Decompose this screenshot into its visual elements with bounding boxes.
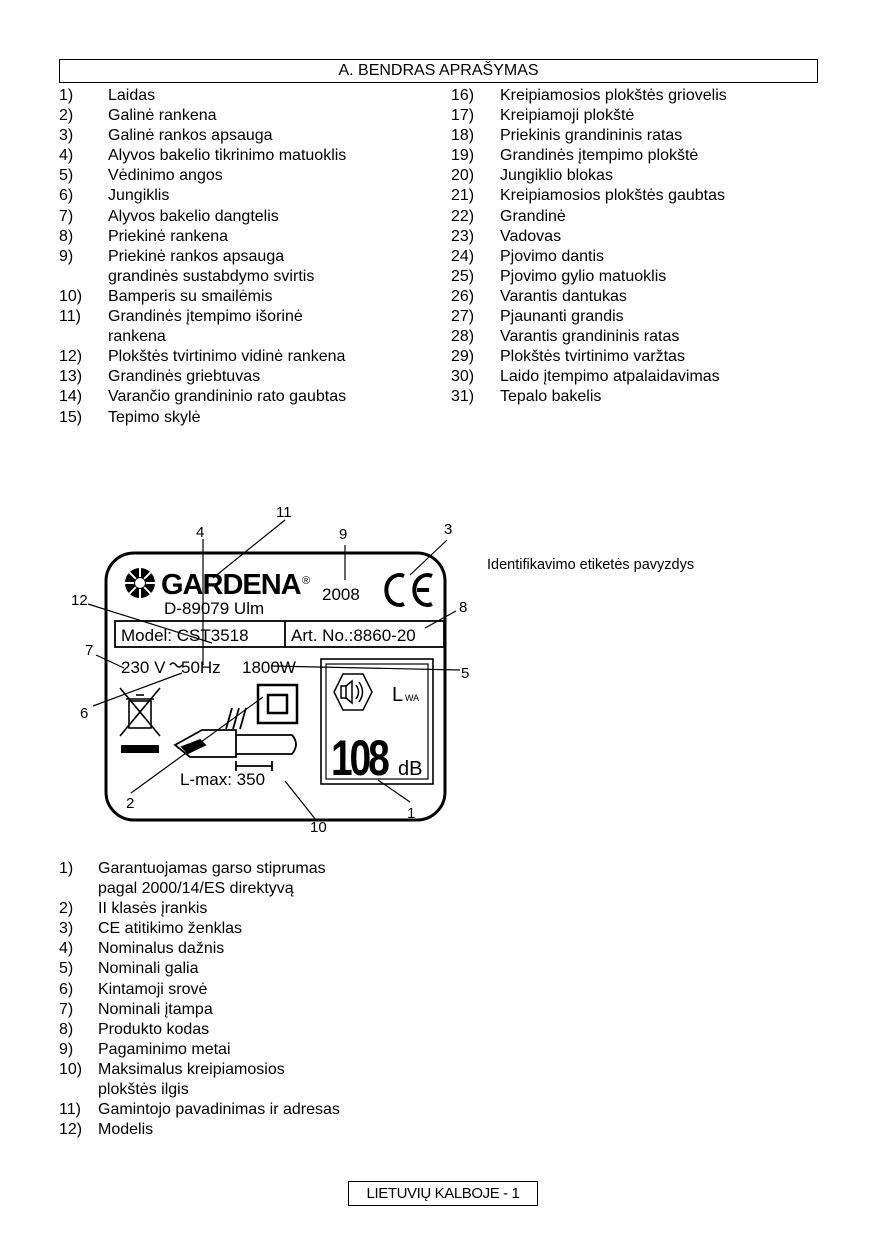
sound-value: 108 [330,729,387,787]
list-item-text: Pjovimo gylio matuoklis [500,267,667,285]
lwa-sub: WA [405,693,420,703]
list-item-number: 12) [59,1121,83,1139]
list-item-number: 1) [59,860,74,877]
callout-7: 7 [85,642,94,659]
list-item-text: Nominali galia [98,960,199,978]
list-item [59,859,459,899]
callout-3: 3 [444,521,453,538]
list-item-text: Kreipiamosios plokštės griovelis [500,87,727,104]
list-item-text: Priekinė rankena [108,227,229,245]
list-item-text: Plokštės tvirtinimo varžtas [500,348,685,366]
list-item-text: Grandinės įtempimo išorinė [108,308,303,326]
list-item-number: 11) [59,1101,81,1119]
art-no-text: Art. No.:8860-20 [291,626,416,645]
list-item-number: 27) [451,308,475,326]
list-item-text: Priekinis grandininis ratas [500,127,683,145]
list-item-number: 4) [59,147,74,165]
frequency-text: 50Hz [181,658,221,677]
list-item-number: 26) [451,287,475,305]
list-item-number: 15) [59,408,83,426]
callout-2: 2 [126,795,135,812]
list-item-text: rankena [108,328,166,346]
list-item-text: Nominali įtampa [98,1000,213,1018]
list-item-number: 6) [59,980,74,998]
list-item-text: Kintamoji srovė [98,980,208,998]
callout-10: 10 [310,819,327,836]
page-footer: LIETUVIŲ KALBOJE - 1 [348,1181,538,1206]
list-item-text: II klasės įrankis [98,900,208,918]
list-item-text: Plokštės tvirtinimo vidinė rankena [108,348,346,366]
list-item-number: 6) [59,187,74,205]
class-ii-outer-square-icon [258,685,297,723]
registered-mark: ® [302,575,311,587]
list-item-text: CE atitikimo ženklas [98,920,243,938]
list-item-text: Nominalus dažnis [98,940,225,958]
list-item-number: 1) [59,87,74,104]
label-legend-list [59,859,459,1140]
list-item-number: 17) [451,107,475,125]
callout-5: 5 [461,665,470,682]
section-title: A. BENDRAS APRAŠYMAS [59,59,818,83]
list-item-text: Vėdinimo angos [108,167,223,185]
list-item-text: Grandinės įtempimo plokštė [500,147,699,165]
list-item [59,899,459,919]
list-item [59,919,459,939]
sound-speaker-icon [334,674,372,710]
list-item-number: 10) [59,1060,83,1078]
list-item-text: Kreipiamoji plokštė [500,107,635,125]
list-item-number: 12) [59,348,83,366]
model-text: Model: CST3518 [121,626,249,645]
list-item-text: plokštės ilgis [98,1081,189,1099]
ce-mark-icon [386,575,432,605]
lwa-l: L [392,684,404,706]
voltage-text: 230 V [121,658,166,677]
list-item-text: Varantis dantukas [500,287,627,305]
list-item-text: pagal 2000/14/ES direktyvą [98,880,294,898]
list-item-text: Pjaunanti grandis [500,308,624,326]
list-item-number: 19) [451,147,475,165]
list-item-number: 2) [59,107,74,125]
list-item-number: 10) [59,287,83,305]
weee-bar [121,745,159,753]
list-item-text: Alyvos bakelio tikrinimo matuoklis [108,147,347,165]
list-item-number: 30) [451,368,475,386]
callout-8: 8 [459,599,468,616]
list-item-text: Modelis [98,1121,154,1139]
list-item-number: 5) [59,167,74,185]
list-item-number: 11) [59,308,81,326]
list-item-number: 3) [59,920,74,938]
callout-12: 12 [71,592,88,609]
power-text: 1800W [242,658,296,677]
list-item-text: Priekinė rankos apsauga [108,247,285,265]
list-item-text: Pjovimo dantis [500,247,605,265]
list-item-text: Varantis grandininis ratas [500,328,680,346]
list-item-text: Galinė rankos apsauga [108,127,273,145]
label-caption: Identifikavimo etiketės pavyzdys [487,557,695,573]
list-item-text: Jungiklis [108,187,170,205]
list-item-text: Vadovas [500,227,562,245]
list-item [59,959,459,979]
list-item-text: Varančio grandininio rato gaubtas [108,388,347,406]
list-item-text: Tepalo bakelis [500,388,602,406]
callout-6: 6 [80,705,89,722]
list-item-number: 8) [59,1020,74,1038]
list-item-number: 16) [451,87,475,104]
list-item-text: Tepimo skylė [108,408,201,426]
sound-unit: dB [398,758,423,780]
list-item-text: Gamintojo pavadinimas ir adresas [98,1101,340,1119]
manufacturer-address: D-89079 Ulm [164,599,265,618]
list-item [59,1100,459,1120]
list-item-number: 7) [59,207,74,225]
list-item [59,1060,459,1100]
list-item-number: 25) [451,267,475,285]
class-ii-inner-square-icon [268,695,287,713]
callout-11: 11 [276,504,292,521]
brand-name: GARDENA [161,569,301,601]
lmax-text: L-max: 350 [180,770,266,789]
list-item-number: 22) [451,207,475,225]
list-item-text: Laidas [108,87,156,104]
callout-1: 1 [407,805,416,822]
list-item-number: 24) [451,247,475,265]
list-item [59,1020,459,1040]
list-item-text: Alyvos bakelio dangtelis [108,207,279,225]
list-item-text: Jungiklio blokas [500,167,613,185]
callout-4: 4 [196,524,205,541]
callout-9: 9 [339,526,348,543]
list-item-text: Kreipiamosios plokštės gaubtas [500,187,726,205]
list-item-number: 2) [59,900,74,918]
list-item [59,980,459,1000]
list-item-text: Pagaminimo metai [98,1040,231,1058]
list-item-number: 28) [451,328,475,346]
manufacture-year: 2008 [322,585,360,604]
weee-bin-icon [120,688,160,736]
list-item-number: 3) [59,127,74,145]
list-item [59,939,459,959]
list-item-number: 4) [59,940,74,958]
list-item-number: 9) [59,1040,74,1058]
list-item [59,1040,459,1060]
list-item-text: Bamperis su smailėmis [108,287,273,305]
list-item-text: Grandinės griebtuvas [108,368,261,386]
list-item-text: grandinės sustabdymo svirtis [108,267,315,285]
list-item-number: 7) [59,1000,74,1018]
list-item-text: Maksimalus kreipiamosios [98,1060,285,1078]
list-item-number: 14) [59,388,83,406]
list-item-text: Grandinė [500,207,566,225]
list-item-number: 29) [451,348,475,366]
list-item-number: 5) [59,960,74,978]
list-item-text: Garantuojamas garso stiprumas [98,860,326,877]
list-item-number: 18) [451,127,475,145]
gardena-flower-icon [125,568,155,598]
list-item-number: 9) [59,247,74,265]
list-item [59,1000,459,1020]
list-item-number: 8) [59,227,74,245]
list-item-number: 20) [451,167,475,185]
list-item-number: 31) [451,388,475,406]
list-item-number: 23) [451,227,475,245]
list-item-text: Galinė rankena [108,107,217,125]
list-item-number: 13) [59,368,83,386]
list-item-text: Produkto kodas [98,1020,210,1038]
list-item [59,1120,459,1140]
list-item-text: Laido įtempimo atpalaidavimas [500,368,720,386]
list-item-number: 21) [451,187,475,205]
